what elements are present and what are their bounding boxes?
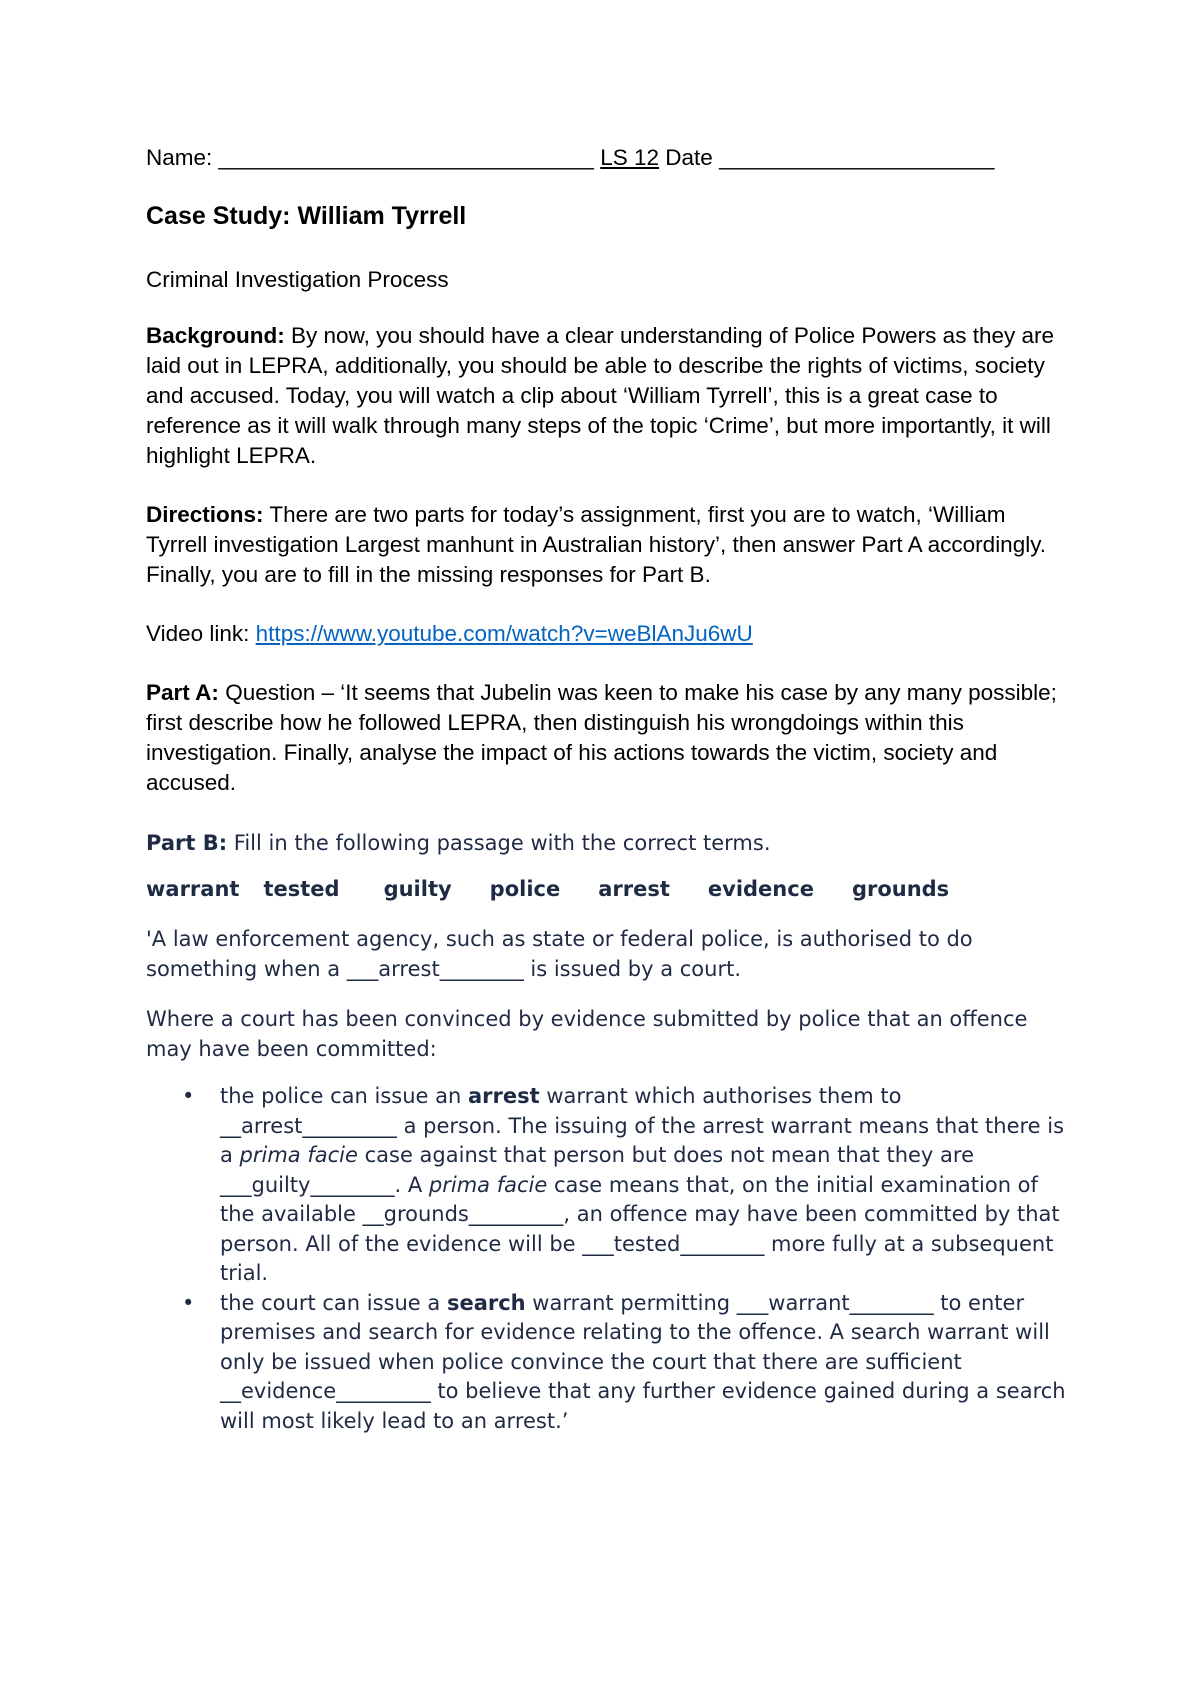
part-a-question: Question – ‘It seems that Jubelin was keen to make his case by any many possible; first describe how he followed LEPRA, then distinguish his wrongdoings within this investigation. Finally, analyse the impact of his actions towards the victim, society and accused. [146,680,1057,795]
worksheet-content [146,143,1066,1436]
name-label: Name: [146,145,213,170]
date-blank: ______________________ [719,145,995,170]
list-item [146,1082,1066,1289]
word-bank [146,874,1066,904]
italic-term: prima facie [428,1172,548,1197]
word-bank-item: tested [263,877,340,901]
passage-text: to enter premises and search for evidence relating to the offence. A search warrant will only be issued when police convince the court that there are sufficient [220,1290,1050,1374]
word-bank-item: arrest [598,877,670,901]
bullet-dot: • [182,1084,195,1108]
passage-text: case against that person but does not mean that they are [357,1143,974,1167]
part-b-label: Part B: [146,831,228,855]
italic-term: prima facie [239,1143,358,1167]
passage-where: Where a court has been convinced by evidence submitted by police that an offence may have been committed: [146,1007,1028,1061]
title-subject: William Tyrrell [297,202,467,230]
answer-blank: __evidence_________ [220,1379,431,1403]
passage-text: the police can issue an [220,1084,469,1108]
passage-text: . A [394,1172,429,1197]
answer-blank: __grounds_________ [362,1202,564,1226]
name-blank: ______________________________ [218,145,594,170]
video-link-line [146,619,1066,649]
word-bank-item: grounds [851,877,950,901]
video-link[interactable]: https://www.youtube.com/watch?v=weBlAnJu6wU [255,621,753,646]
bold-term-arrest: arrest [468,1084,540,1108]
subtitle: Criminal Investigation Process [146,267,449,292]
passage-text: 'A law enforcement agency, such as state or federal police, is authorised to do something when a [146,927,973,981]
word-bank-item: warrant [146,877,240,901]
part-b-heading [146,828,1066,858]
video-label: Video link: [146,621,250,646]
answer-blank: ___tested________ [582,1231,765,1256]
passage-text: , an offence may have been committed by that person. All of the evidence will be [220,1202,1060,1256]
passage-intro [146,925,1066,984]
date-label: Date [665,145,713,170]
directions-text: There are two parts for today’s assignment, first you are to watch, ‘William Tyrrell investigation Largest manhunt in Australian history’, then answer Part A accordingly. Finally, you are to fill in the missing responses for Part B. [146,502,1047,587]
directions-label: Directions: [146,502,264,527]
passage-text: the court can issue a [220,1290,447,1315]
passage-text: to believe that any further evidence gained during a search will most likely lead to an arrest.’ [220,1379,1066,1433]
word-bank-item: police [489,877,561,901]
passage-text: case means that, on the initial examination of the available [220,1172,1038,1226]
word-bank-item: evidence [707,877,814,901]
class-code: LS 12 [600,145,660,170]
page-title [146,199,1066,233]
part-a-label: Part A: [146,680,219,705]
answer-blank: ___arrest________ [346,956,524,981]
passage-bullet-list [146,1082,1066,1436]
answer-blank: __arrest_________ [220,1113,397,1138]
bold-term-search: search [446,1290,526,1315]
header-line [146,143,1066,173]
background-label: Background: [146,323,285,348]
list-item [146,1289,1066,1437]
bullet-dot: • [182,1290,195,1315]
passage-text: is issued by a court. [523,956,742,981]
passage-text: more fully at a subsequent trial. [220,1231,1054,1285]
part-a-paragraph [146,678,1066,798]
answer-blank: ___guilty________ [220,1172,395,1197]
passage-text: warrant permitting [525,1290,737,1315]
part-b-instruction: Fill in the following passage with the correct terms. [233,831,771,855]
passage-text: a person. The issuing of the arrest warrant means that there is a [220,1113,1065,1167]
passage-text: warrant which authorises them to [539,1084,902,1108]
background-paragraph [146,321,1066,471]
background-text: By now, you should have a clear understanding of Police Powers as they are laid out in LEPRA, additionally, you should be able to describe the rights of victims, society and accused. Today, you will watch a clip about ‘William Tyrrell’, this is a great case to reference as it will walk through many steps of the topic ‘Crime’, but more importantly, it will highlight LEPRA. [146,323,1054,468]
directions-paragraph [146,500,1066,590]
title-prefix: Case Study: [146,202,291,230]
word-bank-item: guilty [383,877,452,901]
answer-blank: ___warrant________ [736,1290,934,1315]
